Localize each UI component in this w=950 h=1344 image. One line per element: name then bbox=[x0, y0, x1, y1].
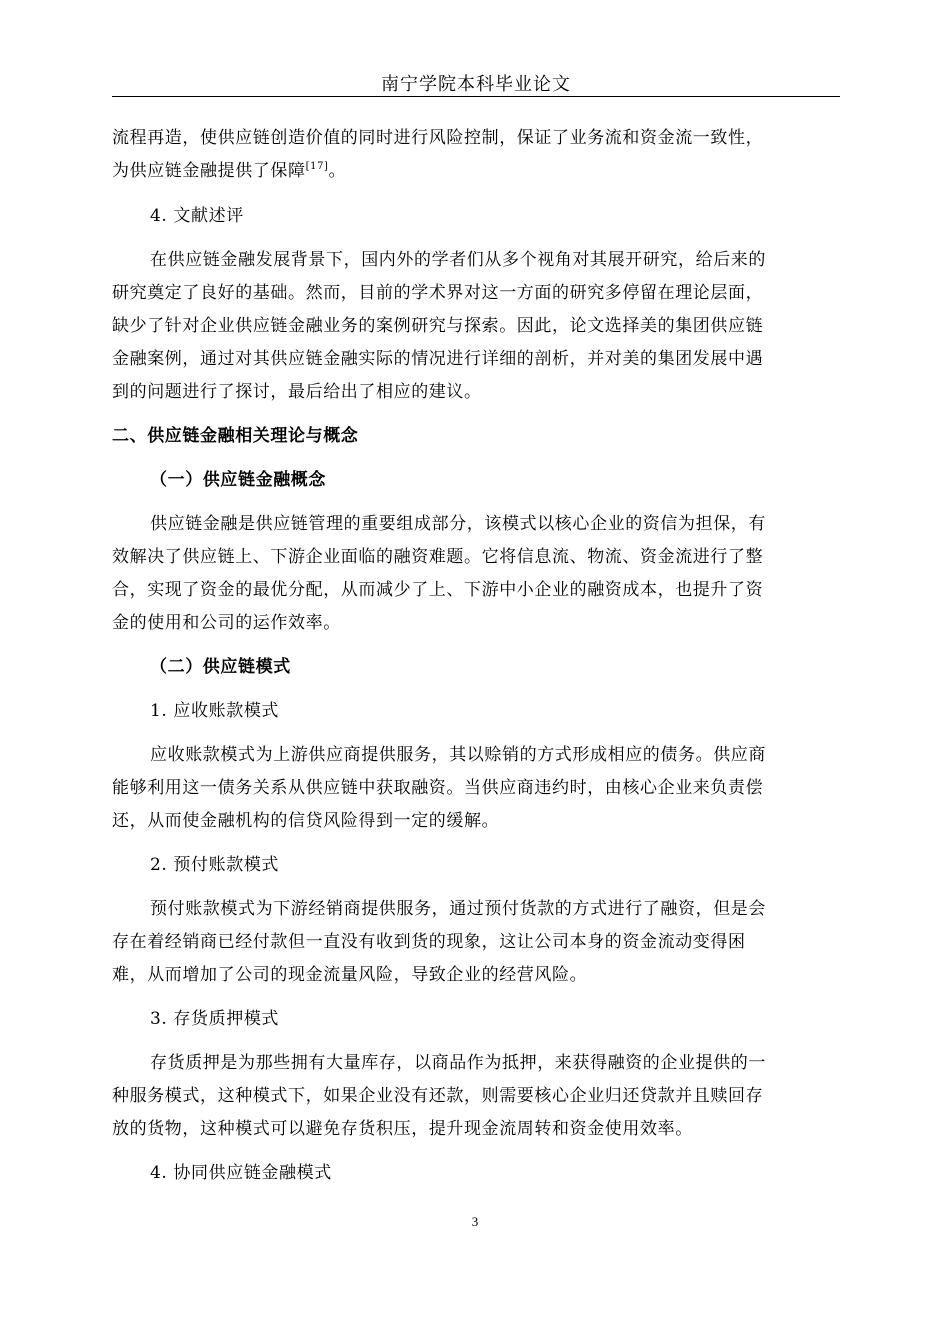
paragraph-line: 还，从而使金融机构的信贷风险得到一定的缓解。 bbox=[112, 811, 500, 831]
paragraph-text: 。 bbox=[328, 161, 347, 181]
paragraph-line: 能够利用这一债务关系从供应链中获取融资。当供应商违约时，由核心企业来负责偿 bbox=[112, 778, 764, 798]
paragraph-text: 为供应链金融提供了保障 bbox=[112, 161, 306, 181]
paragraph-line: 放的货物，这种模式可以避免存货积压，提升现金流周转和资金使用效率。 bbox=[112, 1119, 693, 1139]
subsection-heading: 1. 应收账款模式 bbox=[150, 701, 280, 721]
header-rule bbox=[112, 96, 840, 97]
subsection-heading: （二）供应链模式 bbox=[150, 657, 291, 677]
paragraph-line: 在供应链金融发展背景下，国内外的学者们从多个视角对其展开研究，给后来的 bbox=[150, 250, 766, 270]
paragraph-line: 种服务模式，这种模式下，如果企业没有还款，则需要核心企业归还贷款并且赎回存 bbox=[112, 1086, 764, 1106]
subsection-heading: 3. 存货质押模式 bbox=[150, 1009, 280, 1029]
subsection-heading: 2. 预付账款模式 bbox=[150, 855, 280, 875]
paragraph-line: 预付账款模式为下游经销商提供服务，通过预付货款的方式进行了融资，但是会 bbox=[150, 899, 766, 919]
paragraph-line: 金融案例，通过对其供应链金融实际的情况进行详细的剖析，并对美的集团发展中遇 bbox=[112, 349, 764, 369]
paragraph-line: 应收账款模式为上游供应商提供服务，其以赊销的方式形成相应的债务。供应商 bbox=[150, 745, 766, 765]
paragraph-line: 合，实现了资金的最优分配，从而减少了上、下游中小企业的融资成本，也提升了资 bbox=[112, 580, 764, 600]
page-header-title: 南宁学院本科毕业论文 bbox=[381, 74, 571, 95]
subsection-heading: （一）供应链金融概念 bbox=[150, 470, 326, 490]
subsection-heading: 4. 协同供应链金融模式 bbox=[150, 1163, 332, 1183]
citation-ref: [17] bbox=[305, 161, 329, 172]
paragraph-line: 存货质押是为那些拥有大量库存，以商品作为抵押，来获得融资的企业提供的一 bbox=[150, 1053, 766, 1073]
paragraph-line: 流程再造，使供应链创造价值的同时进行风险控制，保证了业务流和资金流一致性， bbox=[112, 128, 764, 148]
paragraph-line: 供应链金融是供应链管理的重要组成部分，该模式以核心企业的资信为担保，有 bbox=[150, 514, 766, 534]
paragraph-line: 效解决了供应链上、下游企业面临的融资难题。它将信息流、物流、资金流进行了整 bbox=[112, 547, 764, 567]
paragraph-line: 缺少了针对企业供应链金融业务的案例研究与探索。因此，论文选择美的集团供应链 bbox=[112, 316, 764, 336]
paragraph-line: 存在着经销商已经付款但一直没有收到货的现象，这让公司本身的资金流动变得困 bbox=[112, 932, 746, 952]
subsection-heading: 4. 文献述评 bbox=[150, 206, 244, 226]
paragraph-line bbox=[112, 156, 346, 181]
paragraph-line: 金的使用和公司的运作效率。 bbox=[112, 613, 341, 633]
paragraph-line: 到的问题进行了探讨，最后给出了相应的建议。 bbox=[112, 382, 482, 402]
section-heading: 二、供应链金融相关理论与概念 bbox=[112, 426, 359, 446]
paragraph-line: 难，从而增加了公司的现金流量风险，导致企业的经营风险。 bbox=[112, 965, 588, 985]
page-number: 3 bbox=[471, 1214, 479, 1229]
paragraph-line: 研究奠定了良好的基础。然而，目前的学术界对这一方面的研究多停留在理论层面， bbox=[112, 283, 764, 303]
